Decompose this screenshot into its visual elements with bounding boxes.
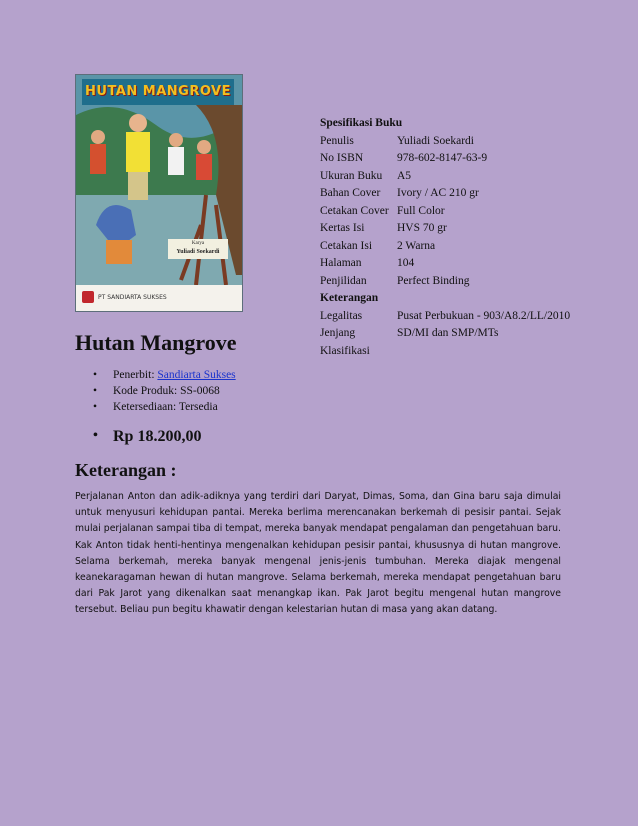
spec-row: [320, 343, 570, 361]
publisher-label: Penerbit:: [113, 369, 158, 381]
spec-label: Ukuran Buku: [320, 169, 383, 182]
spec-row: [320, 238, 487, 256]
spec-row: [320, 185, 487, 203]
spec-label: Halaman: [320, 257, 362, 269]
cover-author-label: Karya: [191, 241, 205, 246]
spec-label: Kertas Isi: [320, 222, 365, 234]
spec-value: Pusat Perbukuan - 903/A8.2/LL/2010: [397, 309, 571, 322]
spec-subheading: Keterangan: [320, 292, 379, 304]
cover-illustration: [76, 75, 242, 311]
spec-table-2: [320, 308, 570, 361]
spec-label: Penjilidan: [320, 274, 367, 287]
cover-publisher-text: PT SANDIARTA SUKSES: [98, 294, 167, 301]
spec-value: A5: [397, 169, 412, 182]
spec-value: Yuliadi Soekardi: [397, 134, 474, 147]
spec-row: [320, 133, 487, 151]
spec-label: Legalitas: [320, 309, 363, 322]
spec-value: SD/MI dan SMP/MTs: [397, 327, 499, 339]
spec-row: [320, 273, 487, 291]
spec-row: [320, 325, 570, 343]
product-code-item: • Kode Produk: SS-0068: [75, 383, 236, 399]
availability-item: • Ketersediaan: Tersedia: [75, 399, 236, 415]
spec-row: [320, 255, 487, 273]
spec-value: 978-602-8147-63-9: [397, 152, 488, 164]
spec-value: Full Color: [397, 204, 445, 217]
spec-value: Perfect Binding: [397, 274, 470, 287]
cover-author: Yuliadi Soekardi: [176, 249, 220, 255]
product-meta-list: [75, 367, 236, 415]
spec-row: [320, 308, 570, 326]
description-text: Perjalanan Anton dan adik-adiknya yang terdiri dari Daryat, Dimas, Soma, dan Gina baru saja dimulai untuk menyusuri kehidupan pantai. Mereka berlima merencanakan berkemah di pesisir pantai. Sejak mulai perjalanan sampai tiba di tempat, mereka banyak mendapat pengalaman dan pengetahuan baru. Kak Anton tidak henti-hentinya mengenalkan kehidupan pesisir pantai, khususnya di hutan mangrove. Selama berkemah, mereka banyak mengenal jenis-jenis tumbuhan. Mereka diajak mengenal keanekaragaman hewan di hutan mangrove. Selama berkemah, mereka mendapat pengetahuan baru dari Pak Jarot yang dikenalkan saat menangkap ikan. Pak Jarot begitu mengenal hutan mangrove tersebut. Beliau pun begitu khawatir dengan kelestarian hutan di masa yang akan datang.: [75, 491, 561, 616]
publisher-link[interactable]: Sandiarta Sukses: [157, 369, 236, 381]
spec-row: [320, 220, 487, 238]
cover-publisher: [76, 285, 242, 311]
spec-row: [320, 203, 487, 221]
cover-title: HUTAN MANGROVE: [82, 79, 234, 105]
spec-value: HVS 70 gr: [397, 222, 447, 234]
spec-label: Bahan Cover: [320, 187, 381, 199]
spec-row: [320, 150, 487, 168]
spec-heading: Spesifikasi Buku: [320, 117, 403, 129]
spec-label: No ISBN: [320, 152, 364, 164]
spec-label: Penulis: [320, 134, 354, 147]
publisher-item: [75, 367, 236, 383]
spec-value: Ivory / AC 210 gr: [397, 187, 479, 199]
book-cover-image: [75, 74, 243, 312]
publisher-logo-icon: [82, 291, 94, 303]
spec-row: [320, 168, 487, 186]
spec-table: [320, 133, 487, 291]
spec-value: [397, 343, 570, 361]
spec-value: 2 Warna: [397, 239, 436, 252]
cover-author-box: [168, 239, 228, 259]
spec-value: 104: [397, 257, 415, 269]
spec-label: Jenjang: [320, 327, 356, 339]
price: • Rp 18.200,00: [75, 428, 201, 446]
spec-label: Cetakan Cover: [320, 204, 389, 217]
description-title: Keterangan :: [75, 460, 177, 480]
spec-label: Cetakan Isi: [320, 239, 373, 252]
specification-block: [320, 115, 570, 360]
spec-label: Klasifikasi: [320, 344, 370, 357]
book-title: Hutan Mangrove: [75, 330, 237, 355]
